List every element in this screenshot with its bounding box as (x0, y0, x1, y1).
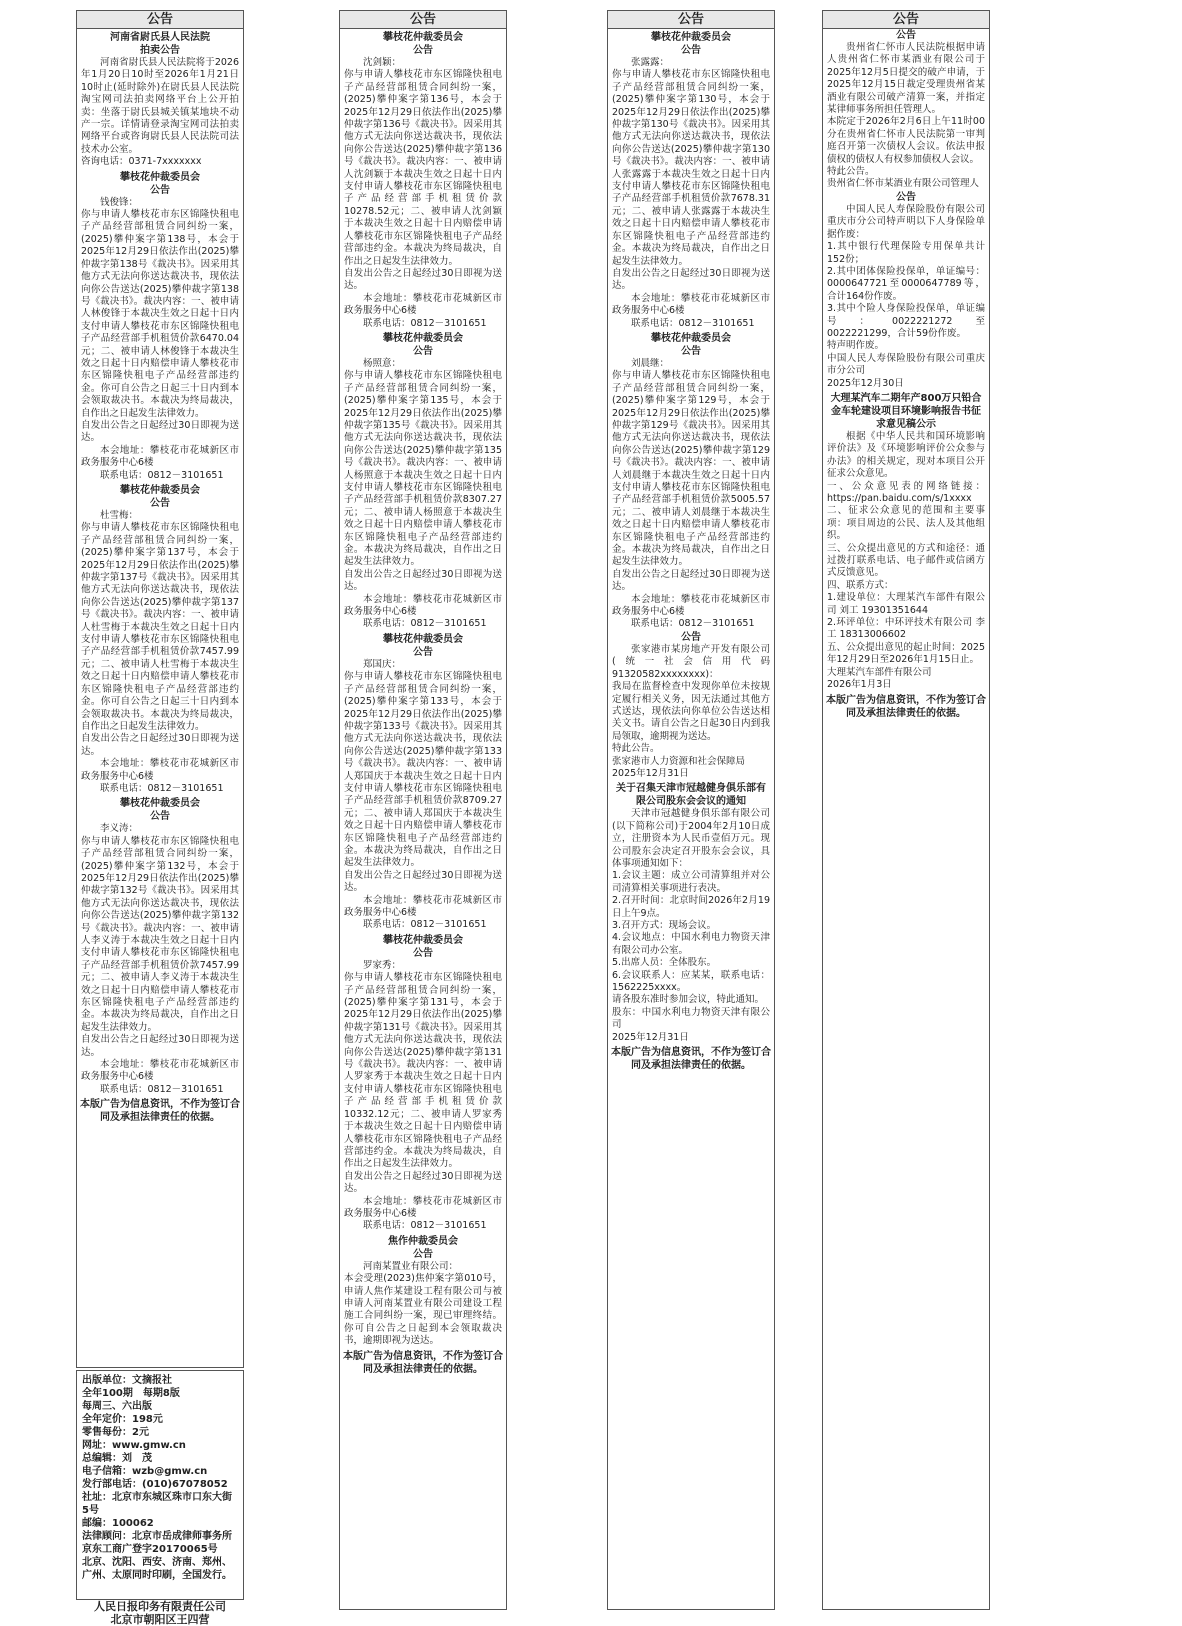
column-header: 公告 (823, 11, 989, 29)
masthead-email: 电子信箱：wzb@gmw.cn (82, 1466, 208, 1477)
notice (340, 934, 506, 1233)
notice (340, 633, 506, 932)
notice-subtitle: 公告 (413, 646, 433, 658)
notice-subtitle: 公告 (150, 498, 170, 509)
notice-body: 罗家秀： 你与申请人攀枝花市东区锦隆快租电子产品经营部租赁合同纠纷一案，(2025)攀仲案字第131号，本会于2025年12月29日依法作出(2025)攀仲裁字第131号《裁决书》。因采用其他方式无法向你送达裁决书，现依法向你公告送达(2025)攀仲裁字第131号《裁决书》。裁决内容：一、被申请人罗家秀于本裁决生效之日起十日内支付申请人攀枝花市东区锦隆快租电子产品经营部手机租赁价款10332.12元；二、被申请人罗家秀于本裁决生效之日起十日内赔偿申请人攀枝花市东区锦隆快租电子产品经营部违约金。本裁决为终局裁决，自作出之日起发生法律效力。 自发出公告之日起经过30日即视为送达。 (344, 959, 502, 1195)
notice (608, 31, 774, 330)
notice-body: 杨照意： 你与申请人攀枝花市东区锦隆快租电子产品经营部租赁合同纠纷一案，(2025)攀仲案字第135号，本会于2025年12月29日依法作出(2025)攀仲裁字第135号《裁决书》。因采用其他方式无法向你送达裁决书，现依法向你公告送达(2025)攀仲裁字第135号《裁决书》。裁决内容：一、被申请人杨照意于本裁决生效之日起十日内支付申请人攀枝花市东区锦隆快租电子产品经营部手机租赁价款8307.27元；二、被申请人杨照意于本裁决生效之日起十日内赔偿申请人攀枝花市东区锦隆快租电子产品经营部违约金。本裁决为终局裁决，自作出之日起发生法律效力。 自发出公告之日起经过30日即视为送达。 (344, 357, 502, 593)
notice-title: 攀枝花仲裁委员会 (383, 934, 463, 946)
notice-body: 钱俊锋： 你与申请人攀枝花市东区锦隆快租电子产品经营部租赁合同纠纷一案，(2025)攀仲案字第138号，本会于2025年12月29日依法作出(2025)攀仲裁字第138号《裁决书》。因采用其他方式无法向你送达裁决书，现依法向你公告送达(2025)攀仲裁字第138号《裁决书》。裁决内容：一、被申请人林俊锋于本裁决生效之日起十日内支付申请人攀枝花市东区锦隆快租电子产品经营部手机租赁价款6470.04元；二、被申请人林俊锋于本裁决生效之日起十日内赔偿申请人攀枝花市东区锦隆快租电子产品经营部违约金。你可自公告之日起三十日内到本会领取裁决书。本裁决为终局裁决，自作出之日起发生法律效力。 自发出公告之日起经过30日即视为送达。 (81, 196, 239, 444)
masthead-website: 网址：www.gmw.cn (82, 1440, 186, 1451)
masthead (76, 1370, 244, 1600)
notice (340, 31, 506, 330)
notice-subtitle: 公告 (681, 45, 701, 56)
notice-title: 攀枝花仲裁委员会 (120, 171, 200, 183)
masthead-phone: 发行部电话：(010)67078052 (82, 1479, 228, 1490)
printer-info (76, 1600, 244, 1626)
notice-subtitle: 公告 (150, 811, 170, 823)
column-content (340, 31, 506, 1376)
notice-body: 张露露： 你与申请人攀枝花市东区锦隆快租电子产品经营部租赁合同纠纷一案，(2025)攀仲案字第130号，本会于2025年12月29日依法作出(2025)攀仲裁字第130号《裁决书》。因采用其他方式无法向你送达裁决书，现依法向你公告送达(2025)攀仲裁字第130号《裁决书》。裁决内容：一、被申请人张露露于本裁决生效之日起十日内支付申请人攀枝花市东区锦隆快租电子产品经营部手机租赁价款7678.31元；二、被申请人张露露于本裁决生效之日起十日内赔偿申请人攀枝花市东区锦隆快租电子产品经营部违约金。本裁决为终局裁决，自作出之日起发生法律效力。 自发出公告之日起经过30日即视为送达。 (612, 57, 770, 292)
notice-subtitle: 公告 (896, 191, 916, 203)
notice-title: 攀枝花仲裁委员会 (651, 32, 731, 43)
notice-phone: 联系电话：0812－3101651 (363, 618, 487, 630)
column-2 (339, 10, 507, 1610)
notice (823, 191, 989, 390)
notice (340, 1235, 506, 1348)
notice-subtitle: 公告 (413, 345, 433, 357)
masthead-cities: 北京、沈阳、西安、济南、郑州、广州、太原同时印刷，全国发行。 (82, 1557, 232, 1581)
column-4 (822, 10, 990, 1610)
notice (77, 171, 243, 482)
masthead-editor: 总编辑：刘 茂 (82, 1453, 152, 1464)
notice-subtitle: 公告 (413, 45, 433, 56)
printer-name: 人民日报印务有限责任公司 (94, 1600, 226, 1613)
masthead-issue: 全年100期 每期8版 (82, 1388, 180, 1399)
notice-subtitle: 公告 (896, 30, 916, 41)
column-disclaimer: 本版广告为信息资讯，不作为签订合同及承担法律责任的依据。 (80, 1099, 240, 1124)
notice-title: 攀枝花仲裁委员会 (383, 633, 463, 645)
notice-subtitle: 公告 (413, 1248, 433, 1260)
printer-address: 北京市朝阳区王四营 (110, 1613, 210, 1626)
masthead-price-year: 全年定价：198元 (82, 1414, 163, 1425)
notice-subtitle: 拍卖公告 (140, 45, 180, 56)
masthead-lawyer: 法律顾问：北京市岳成律师事务所 (82, 1531, 232, 1542)
notice-body: 刘晨继： 你与申请人攀枝花市东区锦隆快租电子产品经营部租赁合同纠纷一案，(2025)攀仲案字第129号，本会于2025年12月29日依法作出(2025)攀仲裁字第129号《裁决书》。因采用其他方式无法向你送达裁决书，现依法向你公告送达(2025)攀仲裁字第129号《裁决书》。裁决内容：一、被申请人刘晨继于本裁决生效之日起十日内支付申请人攀枝花市东区锦隆快租电子产品经营部手机租赁价款5005.57元；二、被申请人刘晨继于本裁决生效之日起十日内赔偿申请人攀枝花市东区锦隆快租电子产品经营部违约金。本裁决为终局裁决，自作出之日起发生法律效力。 自发出公告之日起经过30日即视为送达。 (612, 357, 770, 593)
notice (340, 332, 506, 631)
notice-address: 本会地址：攀枝花市花城新区市政务服务中心6楼 (344, 593, 502, 618)
notice-title: 大理某汽车二期年产800万只铅合金车轮建设项目环境影响报告书征求意见稿公示 (830, 392, 982, 430)
notice-phone: 联系电话：0812－3101651 (363, 1220, 487, 1232)
notice-address: 本会地址：攀枝花市花城新区市政务服务中心6楼 (81, 1059, 239, 1083)
notice (823, 392, 989, 692)
notice-title: 河南省尉氏县人民法院 (110, 32, 210, 43)
notice-subtitle: 公告 (413, 947, 433, 959)
notice-title: 攀枝花仲裁委员会 (383, 32, 463, 43)
notice (77, 484, 243, 795)
notice-phone: 联系电话：0812－3101651 (631, 317, 755, 329)
notice-body: 杜雪梅： 你与申请人攀枝花市东区锦隆快租电子产品经营部租赁合同纠纷一案，(2025)攀仲案字第137号，本会于2025年12月29日依法作出(2025)攀仲裁字第137号《裁决书》。因采用其他方式无法向你送达裁决书，现依法向你公告送达(2025)攀仲裁字第137号《裁决书》。裁决内容：一、被申请人杜雪梅于本裁决生效之日起十日内支付申请人攀枝花市东区锦隆快租电子产品经营部手机租赁价款7457.99元；二、被申请人杜雪梅于本裁决生效之日起十日内赔偿申请人攀枝花市东区锦隆快租电子产品经营部违约金。你可自公告之日起三十日内到本会领取裁决书。本裁决为终局裁决，自作出之日起发生法律效力。 自发出公告之日起经过30日即视为送达。 (81, 510, 239, 757)
notice-address: 本会地址：攀枝花市花城新区市政务服务中心6楼 (612, 593, 770, 618)
notice-phone: 联系电话：0812－3101651 (631, 618, 755, 630)
notice-phone: 联系电话：0812－3101651 (100, 469, 224, 481)
notice-address: 本会地址：攀枝花市花城新区市政务服务中心6楼 (344, 1195, 502, 1219)
notice-subtitle: 公告 (681, 345, 701, 357)
column-content (823, 29, 989, 720)
notice (77, 31, 243, 169)
notice-address: 本会地址：攀枝花市花城新区市政务服务中心6楼 (344, 292, 502, 317)
column-disclaimer: 本版广告为信息资讯，不作为签订合同及承担法律责任的依据。 (343, 1350, 503, 1375)
notice-body: 郑国庆： 你与申请人攀枝花市东区锦隆快租电子产品经营部租赁合同纠纷一案，(2025)攀仲案字第133号，本会于2025年12月29日依法作出(2025)攀仲裁字第133号《裁决书》。因采用其他方式无法向你送达裁决书，现依法向你公告送达(2025)攀仲裁字第133号《裁决书》。裁决内容：一、被申请人郑国庆于本裁决生效之日起十日内支付申请人攀枝花市东区锦隆快租电子产品经营部手机租赁价款8709.27元；二、被申请人郑国庆于本裁决生效之日起十日内赔偿申请人攀枝花市东区锦隆快租电子产品经营部违约金。本裁决为终局裁决，自作出之日起发生法律效力。 自发出公告之日起经过30日即视为送达。 (344, 658, 502, 894)
notice-title: 攀枝花仲裁委员会 (383, 332, 463, 344)
notice-subtitle: 公告 (681, 631, 701, 643)
column-header: 公告 (608, 11, 774, 29)
notice-body: 张家港市某房地产开发有限公司(统一社会信用代码91320582xxxxxxxx)： 我局在监督检查中发现你单位未按规定履行相关义务，因无法通过其他方式送达，现依法向你单位公告送达相关文书。请自公告之日起30日内到我局领取，逾期视为送达。 特此公告。 张家港市人力资源和社会保障局 2025年12月31日 (612, 643, 770, 779)
notice-body: 河南某置业有限公司： 本会受理(2023)焦仲案字第010号，申请人焦作某建设工程有限公司与被申请人河南某置业有限公司建设工程施工合同纠纷一案，现已审理终结。你可自公告之日起到本会领取裁决书，逾期即视为送达。 (344, 1260, 502, 1347)
notice (608, 332, 774, 631)
notice-phone: 联系电话：0812－3101651 (100, 782, 224, 794)
notice-body: 中国人民人寿保险股份有限公司重庆市分公司特声明以下人身保险单据作废： 1.其中银行代理保险专用保单共计152份； 2.其中团体保险投保单，单证编号：0000647721至0000647789等，合计164份作废。 3.其中个险人身保险投保单，单证编号：0022221272至0022221299，合计59份作废。 特声明作废。 中国人民人寿保险股份有限公司重庆市分公司 2025年12月30日 (827, 203, 985, 389)
masthead-days: 每周三、六出版 (82, 1401, 152, 1412)
masthead-publisher: 出版单位：文摘报社 (82, 1375, 172, 1386)
notice-title: 攀枝花仲裁委员会 (120, 485, 200, 496)
notice (77, 797, 243, 1096)
notice-title: 焦作仲裁委员会 (388, 1235, 458, 1247)
notice-body: 根据《中华人民共和国环境影响评价法》及《环境影响评价公众参与办法》的相关规定，现对本项目公开征求公众意见。 一、公众意见表的网络链接：https://pan.baidu.com/s/1xxxx 二、征求公众意见的范围和主要事项：项目周边的公民、法人及其他组织。 三、公众提出意见的方式和途径：通过拨打联系电话、电子邮件或信函方式反馈意见。 四、联系方式： 1.建设单位：大理某汽车部件有限公司 刘工 19301351644 2.环评单位：中环评技术有限公司 李工 18313006602 五、公众提出意见的起止时间：2025年12月29日至2026年1月15日止。 大理某汽车部件有限公司 2026年1月3日 (827, 430, 985, 691)
notice-body: 沈剑颖： 你与申请人攀枝花市东区锦隆快租电子产品经营部租赁合同纠纷一案，(2025)攀仲案字第136号，本会于2025年12月29日依法作出(2025)攀仲裁字第136号《裁决书》。因采用其他方式无法向你送达裁决书，现依法向你公告送达(2025)攀仲裁字第136号《裁决书》。裁决内容：一、被申请人沈剑颖于本裁决生效之日起十日内支付申请人攀枝花市东区锦隆快租电子产品经营部手机租赁价款10278.52元；二、被申请人沈剑颖于本裁决生效之日起十日内赔偿申请人攀枝花市东区锦隆快租电子产品经营部违约金。本裁决为终局裁决，自作出之日起发生法律效力。 自发出公告之日起经过30日即视为送达。 (344, 57, 502, 292)
notice-subtitle: 公告 (150, 184, 170, 196)
masthead-price-single: 零售每份：2元 (82, 1427, 149, 1438)
notice-address: 本会地址：攀枝花市花城新区市政务服务中心6楼 (81, 758, 239, 782)
column-content (77, 31, 243, 1124)
notice-title: 攀枝花仲裁委员会 (651, 332, 731, 344)
notice-body: 天津市冠越健身俱乐部有限公司(以下简称公司)于2004年2月10日成立，注册资本为人民币壹佰万元。现公司股东会决定召开股东会会议，具体事项通知如下： 1.会议主题：成立公司清算组并对公司清算相关事项进行表决。 2.召开时间：北京时间2026年2月19日上午9点。 3.召开方式：现场会议。 4.会议地点：中国水利电力物资天津有限公司办公室。 5.出席人员：全体股东。 6.会议联系人：应某某，联系电话：1562225xxxx。 请各股东准时参加会议，特此通知。 股东：中国水利电力物资天津有限公司 2025年12月31日 (612, 808, 770, 1043)
masthead-postcode: 邮编：100062 (82, 1518, 154, 1529)
notice-address: 本会地址：攀枝花市花城新区市政务服务中心6楼 (344, 894, 502, 918)
notice-title: 攀枝花仲裁委员会 (120, 798, 200, 810)
notice-body: 李义涛： 你与申请人攀枝花市东区锦隆快租电子产品经营部租赁合同纠纷一案，(2025)攀仲案字第132号，本会于2025年12月29日依法作出(2025)攀仲裁字第132号《裁决书》。因采用其他方式无法向你送达裁决书，现依法向你公告送达(2025)攀仲裁字第132号《裁决书》。裁决内容：一、被申请人李义涛于本裁决生效之日起十日内支付申请人攀枝花市东区锦隆快租电子产品经营部手机租赁价款7457.99元；二、被申请人李义涛于本裁决生效之日起十日内赔偿申请人攀枝花市东区锦隆快租电子产品经营部违约金。本裁决为终局裁决，自作出之日起发生法律效力。 自发出公告之日起经过30日即视为送达。 (81, 823, 239, 1058)
notice-phone: 联系电话：0812－3101651 (363, 317, 487, 329)
notice-phone: 联系电话：0812－3101651 (363, 919, 487, 931)
column-disclaimer: 本版广告为信息资讯，不作为签订合同及承担法律责任的依据。 (611, 1047, 771, 1072)
masthead-license: 京东工商广登字20170065号 (82, 1544, 218, 1555)
notice-address: 本会地址：攀枝花市花城新区市政务服务中心6楼 (81, 444, 239, 469)
column-content (608, 31, 774, 1072)
notice (608, 782, 774, 1044)
column-1 (76, 10, 244, 1368)
masthead-address: 社址：北京市东城区珠市口东大街5号 (82, 1492, 232, 1516)
notice (608, 631, 774, 780)
column-disclaimer: 本版广告为信息资讯，不作为签订合同及承担法律责任的依据。 (826, 694, 986, 719)
notice-body: 贵州省仁怀市人民法院根据申请人贵州省仁怀市某酒业有限公司于2025年12月5日提交的破产申请，于2025年12月15日裁定受理贵州省某酒业有限公司破产清算一案，并指定某律师事务所担任管理人。 本院定于2026年2月6日上午11时00分在贵州省仁怀市人民法院第一审判庭召开第一次债权人会议。依法申报债权的债权人有权参加债权人会议。 特此公告。 贵州省仁怀市某酒业有限公司管理人 (827, 42, 985, 190)
column-header: 公告 (77, 11, 243, 29)
notice-address: 本会地址：攀枝花市花城新区市政务服务中心6楼 (612, 292, 770, 317)
notice-body: 河南省尉氏县人民法院将于2026年1月20日10时至2026年1月21日10时止(延时除外)在尉氏县人民法院淘宝网司法拍卖网络平台上公开拍卖：坐落于尉氏县城关镇某地块不动产一宗。详情请登录淘宝网司法拍卖网络平台或咨询尉氏县人民法院司法技术办公室。 咨询电话：0371-7xxxxxxx (81, 57, 239, 168)
notice (823, 29, 989, 191)
notice-phone: 联系电话：0812－3101651 (100, 1083, 224, 1095)
notice-title: 关于召集天津市冠越健身俱乐部有限公司股东会会议的通知 (616, 783, 766, 808)
column-3 (607, 10, 775, 1610)
column-header: 公告 (340, 11, 506, 29)
